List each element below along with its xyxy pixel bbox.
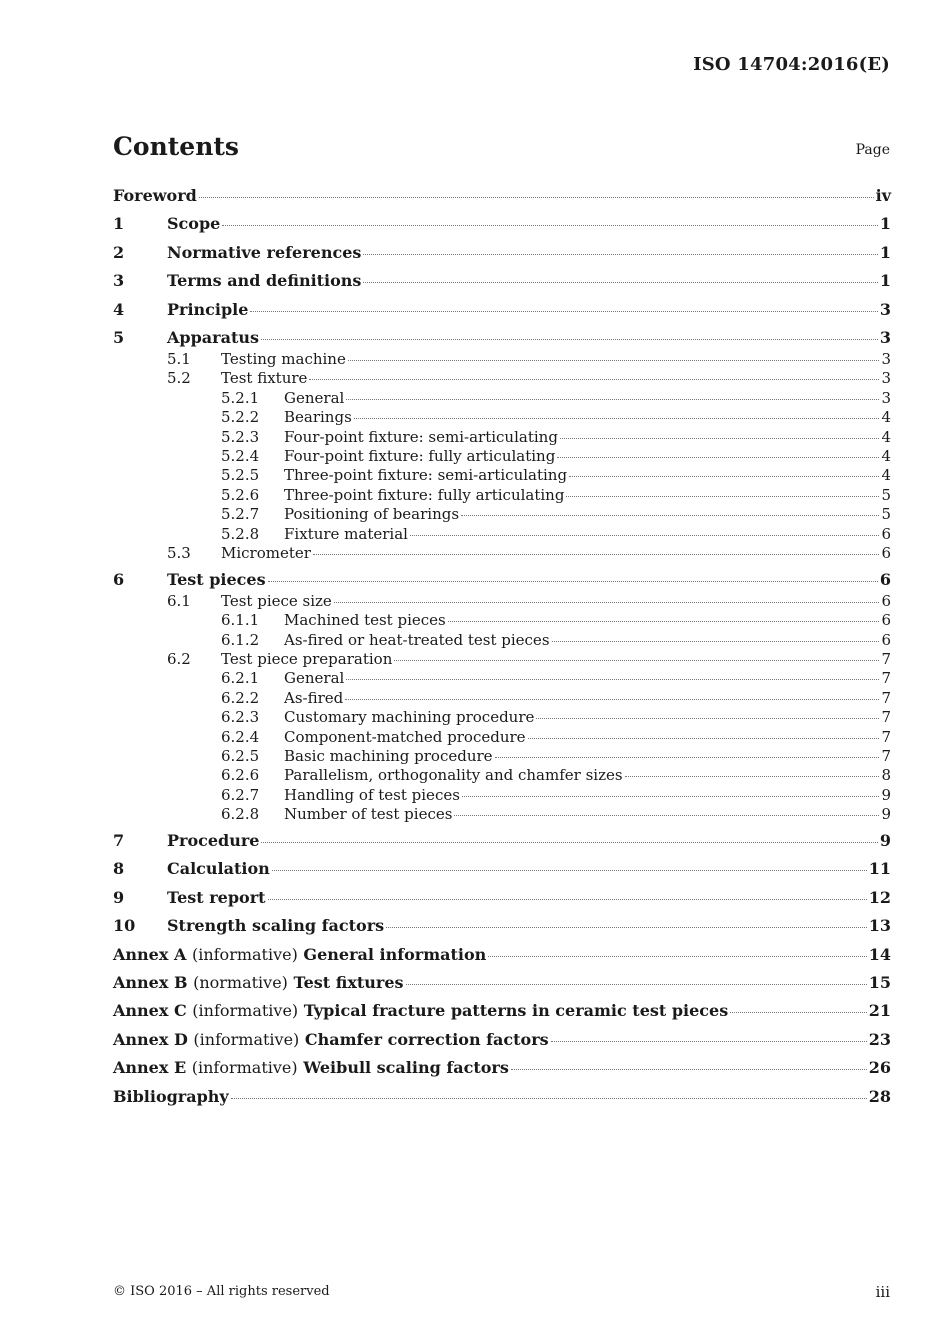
toc-entry-title: Terms and definitions [167,271,362,291]
dot-leader [394,660,879,661]
toc-entry-title: Micrometer [221,544,311,563]
toc-entry[interactable] [113,999,891,1023]
toc-entry[interactable] [113,544,891,563]
toc-entry-title: Four-point fixture: semi-articulating [284,427,558,446]
toc-entry-number: 6.2.4 [221,727,260,746]
toc-entry[interactable] [113,525,891,544]
dot-leader [462,796,880,797]
toc-entry[interactable] [113,369,891,388]
toc-entry-number: 6.2.3 [221,708,260,727]
dot-leader [261,339,878,340]
toc-entry-title [113,999,728,1023]
toc-entry-number: 5.2.6 [221,485,260,504]
toc-entry-title: Procedure [167,831,260,851]
toc-entry[interactable] [113,631,891,650]
toc-entry[interactable] [113,505,891,524]
toc-entry-page: 6 [881,524,891,543]
toc-entry-title [113,1056,509,1080]
toc-entry[interactable] [113,669,891,688]
dot-leader [199,197,874,198]
toc-entry-number: 5.2.5 [221,466,260,485]
toc-entry-title [113,1028,549,1052]
toc-entry-number: 5.1 [167,349,191,368]
toc-entry-number: 6.2.7 [221,785,260,804]
toc-entry-title: As-fired or heat-treated test pieces [284,630,550,649]
toc-entry-title: Testing machine [221,349,346,368]
dot-leader [268,899,867,900]
annex-title: General information [303,944,487,964]
toc-entry[interactable] [113,447,891,466]
toc-entry-number: 5.3 [167,544,191,563]
toc-entry-page: 6 [881,630,891,649]
toc-entry[interactable] [113,269,891,293]
toc-entry-page: 4 [881,466,891,485]
toc-entry[interactable] [113,428,891,447]
dot-leader [354,418,880,419]
toc-entry-title: Customary machining procedure [284,708,535,727]
toc-entry-page: 7 [881,708,891,727]
toc-entry-title: Basic machining procedure [284,747,493,766]
toc-entry-page: 11 [868,859,891,879]
toc-entry-page: 1 [879,214,891,234]
toc-entry-number: 2 [113,242,125,262]
toc-entry-number: 6 [113,569,125,589]
toc-entry[interactable] [113,708,891,727]
toc-entry-title [113,943,486,967]
toc-entry[interactable] [113,689,891,708]
dot-leader [345,699,879,700]
annex-label: Annex C [113,1001,187,1021]
dot-leader [536,718,879,719]
toc-entry[interactable] [113,184,891,208]
toc-entry-number: 6.2.6 [221,766,260,785]
toc-entry-number: 5.2.1 [221,388,260,407]
toc-entry-page: 9 [881,785,891,804]
toc-entry[interactable] [113,486,891,505]
annex-kind: (informative) [191,1058,298,1078]
toc-entry[interactable] [113,886,891,910]
dot-leader [528,738,880,739]
dot-leader [346,679,879,680]
toc-entry-title [113,971,404,995]
dot-leader [511,1069,867,1070]
annex-label: Annex D [113,1029,188,1049]
dot-leader [625,776,880,777]
toc-entry[interactable] [113,466,891,485]
toc-entry-title: Test fixture [221,369,308,388]
toc-entry[interactable] [113,857,891,881]
toc-entry-title: As-fired [284,688,344,707]
toc-entry-number: 6.1.2 [221,630,260,649]
dot-leader [495,757,880,758]
toc-entry[interactable] [113,408,891,427]
toc-entry-title: Three-point fixture: fully articulating [284,485,565,504]
toc-entry-title: Number of test pieces [284,805,453,824]
dot-leader [730,1012,867,1013]
toc-entry-title: Handling of test pieces [284,785,460,804]
toc-entry-number: 6.2.2 [221,688,260,707]
dot-leader [231,1098,867,1099]
toc-entry-number: 6.2.1 [221,669,260,688]
dot-leader [363,254,877,255]
toc-entry-number: 3 [113,271,125,291]
toc-entry-page: 3 [881,369,891,388]
dot-leader [346,399,879,400]
annex-title: Typical fracture patterns in ceramic test pieces [303,1001,729,1021]
dot-leader [551,1041,867,1042]
toc-entry-title: Normative references [167,242,362,262]
copyright-notice: © ISO 2016 – All rights reserved [113,1284,330,1299]
toc-entry-number: 6.1 [167,591,191,610]
toc-entry[interactable] [113,766,891,785]
toc-entry-page: 6 [881,611,891,630]
toc-entry-page: 3 [879,327,891,347]
toc-entry-page: 8 [881,766,891,785]
dot-leader [566,496,879,497]
toc-entry-page: 7 [881,727,891,746]
toc-entry-title: Calculation [167,859,270,879]
toc-entry-title: Bearings [284,408,352,427]
toc-entry-page: 7 [881,747,891,766]
dot-leader [560,438,880,439]
annex-title: Test fixtures [293,973,404,993]
toc-entry-page: 1 [879,242,891,262]
dot-leader [309,379,879,380]
dot-leader [461,515,879,516]
toc-entry-number: 7 [113,831,125,851]
toc-entry[interactable] [113,747,891,766]
toc-entry-page: 14 [868,944,891,964]
dot-leader [557,457,879,458]
toc-entry-page: 6 [881,591,891,610]
toc-entry-page: 28 [868,1086,891,1106]
toc-entry[interactable] [113,241,891,265]
document-id: ISO 14704:2016(E) [693,54,890,75]
toc-entry[interactable] [113,786,891,805]
dot-leader [488,956,866,957]
toc-entry-number: 1 [113,214,125,234]
toc-entry-page: 26 [868,1058,891,1078]
toc-entry-title: Strength scaling factors [167,916,385,936]
toc-entry-page: 15 [868,973,891,993]
toc-entry[interactable] [113,650,891,669]
toc-entry[interactable] [113,298,891,322]
toc-entry-title: Foreword [113,186,197,205]
toc-entry[interactable] [113,1085,891,1109]
page-title: Contents [113,132,240,161]
toc-entry-title: Parallelism, orthogonality and chamfer sizes [284,766,623,785]
toc-entry-number: 6.2.5 [221,747,260,766]
toc-entry-number: 5.2.4 [221,446,260,465]
annex-label: Annex B [113,973,188,993]
toc-entry-number: 9 [113,887,125,907]
dot-leader [569,476,879,477]
dot-leader [406,984,867,985]
page-column-label: Page [855,142,890,158]
dot-leader [222,225,878,226]
toc-entry-page: 7 [881,688,891,707]
annex-label: Annex E [113,1058,187,1078]
toc-entry-page: 5 [881,485,891,504]
toc-entry-number: 5.2 [167,369,191,388]
toc-entry-page: 12 [868,887,891,907]
toc-entry-page: 7 [881,650,891,669]
toc-entry-title: Test piece preparation [221,650,393,669]
toc-entry-number: 5.2.3 [221,427,260,446]
toc-entry-number: 5 [113,327,125,347]
toc-entry-page: 1 [879,271,891,291]
table-of-contents [113,184,891,1109]
annex-kind: (informative) [192,1001,299,1021]
toc-entry[interactable] [113,350,891,369]
annex-kind: (informative) [191,944,298,964]
toc-entry-page: 3 [881,349,891,368]
toc-entry-title: Fixture material [284,524,408,543]
dot-leader [448,621,880,622]
toc-entry-title: Bibliography [113,1086,229,1106]
dot-leader [363,282,877,283]
toc-entry-page: iv [875,186,891,205]
toc-entry-number: 6.1.1 [221,611,260,630]
toc-entry-number: 5.2.7 [221,505,260,524]
toc-entry[interactable] [113,914,891,938]
toc-entry[interactable] [113,212,891,236]
toc-entry-title: Test report [167,887,266,907]
toc-entry[interactable] [113,728,891,747]
toc-entry[interactable] [113,592,891,611]
toc-entry-page: 6 [879,569,891,589]
toc-entry-title: Three-point fixture: semi-articulating [284,466,568,485]
annex-title: Chamfer correction factors [304,1029,549,1049]
toc-entry-number: 4 [113,299,125,319]
toc-entry-title: Machined test pieces [284,611,446,630]
toc-entry-number: 6.2 [167,650,191,669]
toc-entry-page: 3 [881,388,891,407]
toc-entry-title: Component-matched procedure [284,727,526,746]
toc-entry-title: Test piece size [221,591,332,610]
toc-entry[interactable] [113,568,891,592]
toc-entry-title: Positioning of bearings [284,505,460,524]
dot-leader [261,842,877,843]
toc-entry-page: 4 [881,427,891,446]
toc-entry-title: General [284,388,345,407]
dot-leader [454,815,879,816]
annex-label: Annex A [113,944,187,964]
dot-leader [386,927,867,928]
toc-entry-number: 10 [113,916,136,936]
annex-title: Weibull scaling factors [303,1058,509,1078]
toc-entry-title: Principle [167,299,249,319]
dot-leader [250,311,877,312]
page-number: iii [875,1283,890,1301]
toc-entry-page: 6 [881,544,891,563]
dot-leader [348,360,880,361]
annex-kind: (normative) [193,973,288,993]
toc-entry[interactable] [113,611,891,630]
dot-leader [334,602,880,603]
toc-entry-page: 4 [881,408,891,427]
toc-entry-page: 23 [868,1029,891,1049]
dot-leader [268,581,878,582]
toc-entry-page: 21 [868,1001,891,1021]
toc-entry-title: General [284,669,345,688]
toc-entry-title: Scope [167,214,221,234]
toc-entry-page: 7 [881,669,891,688]
toc-entry[interactable] [113,829,891,853]
toc-entry[interactable] [113,389,891,408]
toc-entry-page: 9 [879,831,891,851]
toc-entry-number: 8 [113,859,125,879]
toc-entry-title: Test pieces [167,569,266,589]
toc-entry-page: 9 [881,805,891,824]
dot-leader [272,870,867,871]
toc-entry-title: Apparatus [167,327,259,347]
toc-entry[interactable] [113,943,891,967]
toc-entry-title: Four-point fixture: fully articulating [284,446,556,465]
dot-leader [410,535,880,536]
toc-entry-page: 13 [868,916,891,936]
toc-entry-page: 4 [881,446,891,465]
toc-entry-page: 3 [879,299,891,319]
toc-entry-number: 5.2.2 [221,408,260,427]
toc-entry[interactable] [113,1056,891,1080]
toc-entry-page: 5 [881,505,891,524]
toc-entry[interactable] [113,805,891,824]
toc-entry[interactable] [113,1028,891,1052]
toc-entry-number: 6.2.8 [221,805,260,824]
toc-entry[interactable] [113,971,891,995]
dot-leader [313,554,880,555]
toc-entry[interactable] [113,326,891,350]
toc-entry-number: 5.2.8 [221,524,260,543]
annex-kind: (informative) [193,1029,300,1049]
dot-leader [552,641,880,642]
